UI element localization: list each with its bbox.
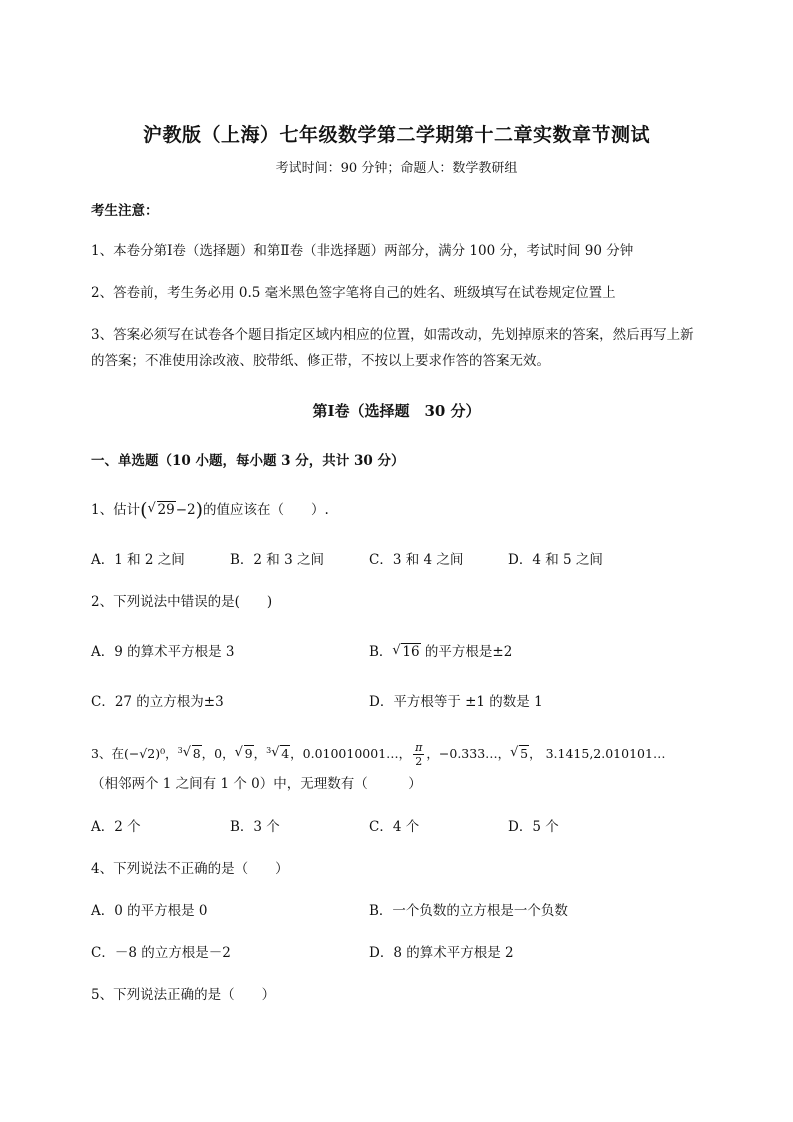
notice-item-3-cont: 的答案；不准使用涂改液、胶带纸、修正带，不按以上要求作答的答案无效。 bbox=[91, 353, 550, 369]
question-1-stem: 1、估计(√ 29−2)的值应该在（ ）. bbox=[91, 501, 329, 519]
q3-term-power: (−√2)⁰ bbox=[123, 746, 166, 761]
part-heading: 一、单选题（10 小题，每小题 3 分，共计 30 分） bbox=[91, 453, 405, 469]
notice-item-2: 2、答卷前，考生务必用 0.5 毫米黑色签字笔将自己的姓名、班级填写在试卷规定位置上 bbox=[91, 285, 616, 301]
q1-option-a[interactable]: A．1 和 2 之间 bbox=[91, 552, 185, 568]
q3-option-c[interactable]: C．4 个 bbox=[369, 819, 420, 835]
q3-term-sqrt5: √ 5 bbox=[510, 745, 529, 763]
q2-option-c[interactable]: C．27 的立方根为±3 bbox=[91, 694, 224, 710]
question-2-stem: 2、下列说法中错误的是( ) bbox=[91, 594, 273, 610]
q3-option-b[interactable]: B．3 个 bbox=[230, 819, 280, 835]
q2-option-a[interactable]: A．9 的算术平方根是 3 bbox=[91, 644, 235, 660]
q1-option-d[interactable]: D．4 和 5 之间 bbox=[508, 552, 603, 568]
question-5-stem: 5、下列说法正确的是（ ） bbox=[91, 987, 276, 1003]
q1-option-b[interactable]: B．2 和 3 之间 bbox=[230, 552, 324, 568]
q2-option-d[interactable]: D．平方根等于 ±1 的数是 1 bbox=[369, 694, 543, 710]
q1-expression: (√ 29−2) bbox=[140, 502, 203, 518]
notice-item-3: 3、答案必须写在试卷各个题目指定区域内相应的位置，如需改动，先划掉原来的答案，然后再写上新 bbox=[91, 327, 694, 343]
page-title: 沪教版（上海）七年级数学第二学期第十二章实数章节测试 bbox=[142, 124, 650, 146]
page-subtitle: 考试时间：90 分钟；命题人：数学教研组 bbox=[275, 161, 518, 176]
q3-term-pi-over-2: $\frac{\pi}{2}$ bbox=[415, 741, 423, 768]
question-4-stem: 4、下列说法不正确的是（ ） bbox=[91, 861, 289, 877]
q1-option-c[interactable]: C．3 和 4 之间 bbox=[369, 552, 464, 568]
q2-option-b[interactable]: B．√ 16 的平方根是±2 bbox=[369, 643, 512, 661]
q4-option-a[interactable]: A．0 的平方根是 0 bbox=[91, 903, 208, 919]
q3-option-a[interactable]: A．2 个 bbox=[91, 819, 141, 835]
q3-term-cbrt8: $^3$√ 8 bbox=[178, 746, 202, 761]
q4-option-b[interactable]: B．一个负数的立方根是一个负数 bbox=[369, 903, 568, 919]
question-3-stem: 3、在(−√2)⁰，$^3$√ 8，0，√ 9，$^3$√ 4，0.010010001…， $\frac{\pi}{2}$ ，−0.333…，√ 5， 3.1415,2.010101… bbox=[91, 741, 665, 768]
q4-option-c[interactable]: C．－8 的立方根是－2 bbox=[91, 945, 231, 961]
q3-term-sqrt9: √ 9 bbox=[235, 745, 254, 763]
notice-item-1: 1、本卷分第Ⅰ卷（选择题）和第Ⅱ卷（非选择题）两部分，满分 100 分，考试时间 90 分钟 bbox=[91, 243, 634, 259]
question-3-stem-cont: （相邻两个 1 之间有 1 个 0）中，无理数有（ ） bbox=[91, 776, 422, 792]
section-title: 第Ⅰ卷（选择题 30 分） bbox=[312, 402, 481, 420]
q3-option-d[interactable]: D．5 个 bbox=[508, 819, 559, 835]
q3-term-cbrt4: $^3$√ 4 bbox=[266, 746, 290, 761]
notice-heading: 考生注意： bbox=[91, 203, 159, 219]
q4-option-d[interactable]: D．8 的算术平方根是 2 bbox=[369, 945, 514, 961]
